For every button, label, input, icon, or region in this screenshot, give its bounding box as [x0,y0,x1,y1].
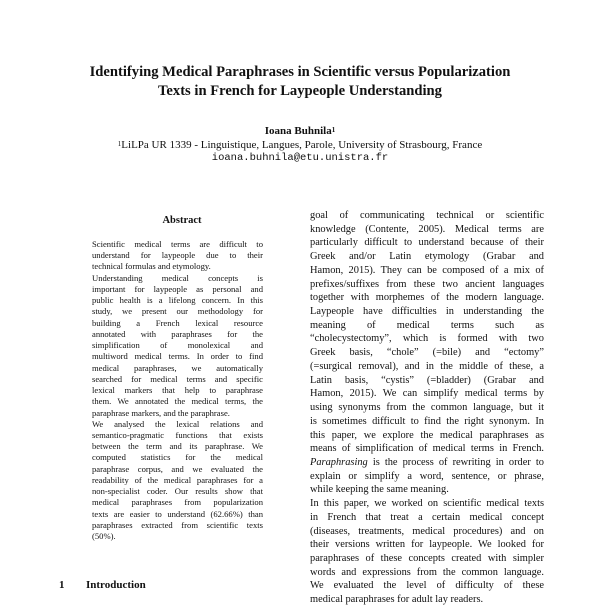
affiliation [0,138,600,152]
abstract-line: Scientific medical terms are difficult to [92,239,263,249]
abstract-line: public health is a lifelong concern. In this [92,295,263,306]
abstract-line: study, we present our methodology for [92,306,263,317]
author-email: ioana.buhnila@etu.unistra.fr [211,152,389,164]
abstract-line: between the term and its paraphrase. We [92,441,263,452]
abstract-line: important for laypeople as personal and [92,283,263,294]
body-line: goal of communicating technical or scientific [310,210,544,221]
abstract-line: paraphrase corpus, and we evaluated the [92,463,263,474]
right-column-text [310,209,544,607]
body-line: Hamon, 2015). They can be composed of a mix of [310,264,544,276]
abstract-text [92,239,263,542]
introduction-heading [59,578,279,592]
body-line: means of simplification of medical terms in French. [310,443,544,455]
title-line-1: Identifying Medical Paraphrases in Scientific versus Popularization [89,64,511,80]
body-line: In this paper, we worked on scientific medical texts [310,498,544,510]
body-line: their versions written for laypeople. We looked for [310,539,544,551]
abstract-line: texts are easier to understand (62.66%) than [92,508,263,519]
abstract-heading: Abstract [162,215,202,226]
body-line: this paper, we explore the medical paraphrases as [310,429,544,441]
abstract-line: Understanding medical concepts is [92,272,263,283]
body-line: Latin basis, “cystis” (=bladder) (Grabar and [310,374,544,386]
abstract-line: paraphrase markers, and the paraphrase. [92,407,230,418]
abstract-line: them. We annotated the medical terms, the [92,396,263,407]
affiliation-superscript: 1 [117,140,122,148]
body-line: (=surgical removal), and in the middle of these, a [310,360,544,372]
abstract-line: lexical markers that help to paraphrase [92,385,263,396]
body-line: using synonyms from the common language, but it [310,402,544,414]
author-name [0,124,600,138]
body-line: knowledge (Contente, 2005). Medical terms are [310,223,544,235]
abstract-line: non-specialist coder. Our results show that [92,486,263,497]
body-line: Greek basis, “chole” (=bile) and “ectomy” [310,347,544,359]
abstract-line: multiword medical terms. In order to find [92,351,263,362]
title-line-2: Texts in French for Laypeople Understanding [158,83,442,99]
body-line: We evaluated the level of difficulty of these [310,580,544,592]
abstract-line: technical formulas and etymology. [92,261,211,272]
body-line: prefixes/suffixes from these two ancient languages [310,278,544,290]
author-text: Ioana Buhnila [264,125,332,137]
abstract-line: We analysed the lexical relations and [92,418,263,429]
body-line: medical paraphrases for adult lay readers. [310,594,484,606]
body-line: words and expressions from the common language. [310,566,544,578]
body-line: “cholecystectomy”, which is formed with two [310,333,544,345]
abstract-line: understand for laypeople due to their [92,250,263,261]
abstract-line: computed statistics for the medical [92,452,263,463]
body-line: while keeping the same meaning. [310,484,449,496]
body-line: in French that treat a certain medical concept [310,511,544,523]
body-line: particularly difficult to understand because of their [310,237,544,249]
abstract-line: semantico-pragmatic functions that exists [92,429,263,440]
body-line: Hamon, 2015). We can simplify medical terms by [310,388,544,400]
abstract-line: annotated with paraphrases for the [92,328,263,339]
author-superscript: 1 [331,126,336,134]
section-title: Introduction [86,579,146,591]
abstract-line: searched for medical terms and specific [92,373,263,384]
body-line: (diseases, treatments, medical procedures) and on [310,525,544,537]
abstract-line: medical paraphrases, we automatically [92,362,263,373]
paper-title [40,63,560,101]
abstract-line: readability of the medical paraphrases for a [92,474,263,485]
body-line: explain or simplify a word, sentence, or phrase, [310,470,544,482]
affiliation-text: LiLPa UR 1339 - Linguistique, Langues, Parole, University of Strasbourg, France [121,139,483,151]
abstract-line: (50%). [92,531,116,542]
body-line-rest: is the process of rewriting in order to [367,456,544,468]
body-line: is sometimes difficult to find the right synonym. In [310,415,544,427]
abstract-line: simplification of monolexical and [92,340,263,351]
body-line: Laypeople have difficulties in understanding the [310,306,544,318]
section-number: 1 [59,579,65,591]
body-line: paraphrases of these concepts created with simpler [310,552,544,564]
body-line [310,456,544,470]
body-line: together with morphemes of the modern language. [310,292,544,304]
abstract-line: paraphrases extracted from scientific texts [92,519,263,530]
body-line: meaning of medical terms such as [310,319,544,331]
abstract-line: medical paraphrases from popularization [92,497,263,508]
abstract-line: building a French lexical resource [92,317,263,328]
body-line: Greek and/or Latin etymology (Grabar and [310,251,544,263]
italic-term: Paraphrasing [310,456,368,468]
